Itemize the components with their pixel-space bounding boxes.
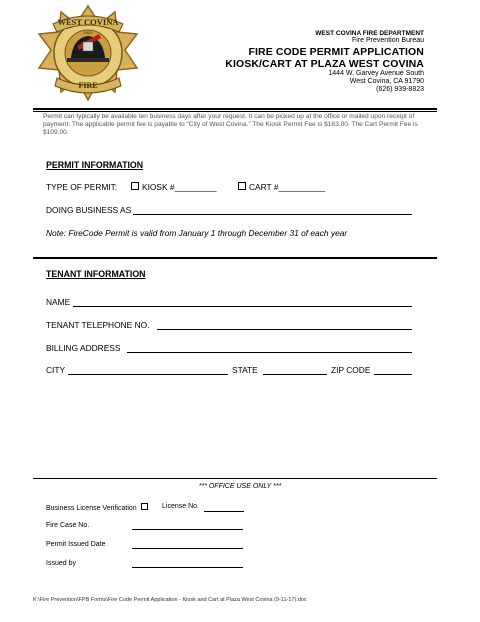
zip-code-label: ZIP CODE	[331, 365, 371, 375]
form-title-line2: KIOSK/CART AT PLAZA WEST COVINA	[225, 57, 424, 70]
form-title-line1: FIRE CODE PERMIT APPLICATION	[248, 45, 424, 58]
footer-file-path: K:\Fire Prevention\FPB Forms\Fire Code Permit Application - Kiosk and Cart at Plaza West Covina (9-11-17).doc	[33, 597, 307, 603]
issued-by-field[interactable]	[132, 567, 243, 568]
name-label: NAME	[46, 297, 71, 307]
city-label: CITY	[46, 365, 66, 375]
bureau-name: Fire Prevention Bureau	[352, 37, 424, 45]
state-label: STATE	[232, 365, 258, 375]
logo-text-top: WEST COVINA	[57, 17, 119, 27]
issued-by-label: Issued by	[46, 560, 76, 567]
permit-issued-date-label: Permit Issued Date	[46, 541, 106, 548]
bl-verification-checkbox[interactable]	[141, 503, 148, 510]
billing-address-field[interactable]	[127, 352, 412, 353]
kiosk-checkbox[interactable]	[131, 182, 139, 190]
tenant-phone-label: TENANT TELEPHONE NO.	[46, 320, 150, 330]
business-license-verification[interactable]	[46, 503, 151, 512]
intro-paragraph: Permit can typically be available ten business days after your request. It can be picked up at the office or mailed upon receipt of payment. The applicable permit fee is payable to “City of West Covina.” The Kiosk Permit Fee is $163.00. The Cart Permit Fee is $109.00.	[43, 113, 418, 137]
address-line1: 1444 W. Garvey Avenue South	[328, 69, 424, 77]
license-no-field[interactable]	[204, 511, 244, 512]
cart-option[interactable]	[238, 182, 325, 192]
office-use-heading: *** OFFICE USE ONLY ***	[198, 483, 282, 490]
cart-label: CART #__________	[249, 182, 326, 192]
fire-case-label: Fire Case No.	[46, 522, 90, 529]
office-divider	[33, 478, 437, 479]
permit-section-title: PERMIT INFORMATION	[46, 160, 144, 170]
validity-note: Note: FireCode Permit is valid from January 1 through December 31 of each year	[46, 228, 348, 238]
name-field[interactable]	[73, 306, 412, 307]
kiosk-option[interactable]	[131, 182, 217, 192]
tenant-section-title: TENANT INFORMATION	[46, 269, 146, 279]
permit-type-label: TYPE OF PERMIT:	[46, 182, 118, 192]
fire-department-logo	[33, 2, 143, 104]
cart-checkbox[interactable]	[238, 182, 246, 190]
kiosk-label: KIOSK #_________	[142, 182, 217, 192]
department-name: WEST COVINA FIRE DEPARTMENT	[315, 30, 424, 37]
city-field[interactable]	[68, 374, 228, 375]
header-divider	[33, 108, 437, 112]
dba-label: DOING BUSINESS AS	[46, 205, 132, 215]
header-block	[225, 30, 424, 94]
address-line2: West Covina, CA 91790	[349, 77, 424, 85]
dba-field[interactable]	[133, 214, 412, 215]
logo-text-mid: 1923	[83, 30, 93, 35]
logo-text-bottom: FIRE	[78, 81, 98, 90]
permit-issued-date-field[interactable]	[132, 548, 243, 549]
fire-case-field[interactable]	[132, 529, 243, 530]
zip-code-field[interactable]	[374, 374, 412, 375]
bl-verification-label: Business License Verification	[46, 505, 137, 512]
tenant-phone-field[interactable]	[157, 329, 412, 330]
section-divider	[33, 257, 437, 259]
phone-number: (626) 939-8823	[376, 85, 424, 93]
license-no-label: License No.	[162, 503, 199, 510]
billing-address-label: BILLING ADDRESS	[46, 343, 121, 353]
state-field[interactable]	[263, 374, 327, 375]
